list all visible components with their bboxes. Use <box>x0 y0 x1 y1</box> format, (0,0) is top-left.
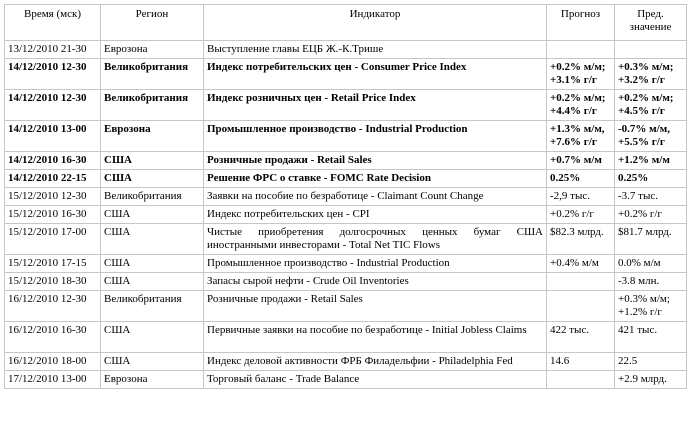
cell-forecast: +0.2% г/г <box>547 206 615 224</box>
cell-forecast: -2,9 тыс. <box>547 188 615 206</box>
cell-region: США <box>101 255 204 273</box>
header-time: Время (мск) <box>5 5 101 41</box>
cell-forecast <box>547 273 615 291</box>
table-body <box>5 41 687 389</box>
cell-time: 15/12/2010 12-30 <box>5 188 101 206</box>
header-indicator: Индикатор <box>204 5 547 41</box>
cell-region: Еврозона <box>101 371 204 389</box>
header-previous: Пред. значение <box>615 5 687 41</box>
cell-indicator: Индекс деловой активности ФРБ Филадельфии - Philadelphia Fed <box>204 353 547 371</box>
table-row <box>5 152 687 170</box>
table-row <box>5 273 687 291</box>
cell-forecast: 422 тыс. <box>547 322 615 353</box>
cell-indicator: Розничные продажи - Retail Sales <box>204 152 547 170</box>
cell-region: Великобритания <box>101 188 204 206</box>
cell-time: 15/12/2010 18-30 <box>5 273 101 291</box>
economic-calendar-table <box>4 4 687 389</box>
cell-forecast: +0.2% м/м; +4.4% г/г <box>547 90 615 121</box>
cell-previous: +0.2% г/г <box>615 206 687 224</box>
cell-region: США <box>101 353 204 371</box>
cell-previous: 0.25% <box>615 170 687 188</box>
cell-forecast <box>547 41 615 59</box>
table-row <box>5 322 687 353</box>
cell-time: 17/12/2010 13-00 <box>5 371 101 389</box>
cell-time: 15/12/2010 17-15 <box>5 255 101 273</box>
cell-time: 14/12/2010 13-00 <box>5 121 101 152</box>
cell-indicator: Запасы сырой нефти - Crude Oil Inventories <box>204 273 547 291</box>
cell-indicator: Решение ФРС о ставке - FOMC Rate Decision <box>204 170 547 188</box>
cell-forecast: +0.7% м/м <box>547 152 615 170</box>
cell-region: Великобритания <box>101 291 204 322</box>
cell-indicator: Торговый баланс - Trade Balance <box>204 371 547 389</box>
cell-previous: +1.2% м/м <box>615 152 687 170</box>
cell-region: США <box>101 152 204 170</box>
table-row <box>5 90 687 121</box>
cell-previous: +0.3% м/м; +3.2% г/г <box>615 59 687 90</box>
cell-previous: 421 тыс. <box>615 322 687 353</box>
cell-forecast: +0.2% м/м; +3.1% г/г <box>547 59 615 90</box>
table-row <box>5 170 687 188</box>
cell-indicator: Промышленное производство - Industrial Production <box>204 121 547 152</box>
table-row <box>5 224 687 255</box>
cell-time: 14/12/2010 12-30 <box>5 59 101 90</box>
table-row <box>5 353 687 371</box>
cell-indicator: Промышленное производство - Industrial Production <box>204 255 547 273</box>
cell-region: США <box>101 170 204 188</box>
cell-previous: +0.3% м/м; +1.2% г/г <box>615 291 687 322</box>
cell-forecast: +0.4% м/м <box>547 255 615 273</box>
cell-region: США <box>101 322 204 353</box>
cell-previous: -3.8 млн. <box>615 273 687 291</box>
cell-time: 14/12/2010 22-15 <box>5 170 101 188</box>
header-region: Регион <box>101 5 204 41</box>
cell-region: Еврозона <box>101 121 204 152</box>
cell-time: 14/12/2010 12-30 <box>5 90 101 121</box>
cell-forecast: +1.3% м/м, +7.6% г/г <box>547 121 615 152</box>
cell-forecast: 0.25% <box>547 170 615 188</box>
cell-previous: -3.7 тыс. <box>615 188 687 206</box>
cell-time: 15/12/2010 16-30 <box>5 206 101 224</box>
cell-region: США <box>101 273 204 291</box>
cell-time: 16/12/2010 16-30 <box>5 322 101 353</box>
table-row <box>5 121 687 152</box>
header-forecast: Прогноз <box>547 5 615 41</box>
cell-indicator: Чистые приобретения долгосрочных ценных бумаг США иностранными инвесторами - Total Net TIC Flows <box>204 224 547 255</box>
cell-region: Еврозона <box>101 41 204 59</box>
cell-indicator: Индекс потребительских цен - Consumer Price Index <box>204 59 547 90</box>
cell-time: 15/12/2010 17-00 <box>5 224 101 255</box>
cell-indicator: Розничные продажи - Retail Sales <box>204 291 547 322</box>
table-row <box>5 59 687 90</box>
cell-previous <box>615 41 687 59</box>
cell-time: 14/12/2010 16-30 <box>5 152 101 170</box>
cell-forecast: 14.6 <box>547 353 615 371</box>
cell-region: Великобритания <box>101 59 204 90</box>
table-row <box>5 255 687 273</box>
cell-forecast <box>547 371 615 389</box>
cell-previous: $81.7 млрд. <box>615 224 687 255</box>
cell-time: 13/12/2010 21-30 <box>5 41 101 59</box>
cell-region: США <box>101 224 204 255</box>
cell-time: 16/12/2010 18-00 <box>5 353 101 371</box>
cell-previous: +0.2% м/м; +4.5% г/г <box>615 90 687 121</box>
table-row <box>5 206 687 224</box>
table-row <box>5 188 687 206</box>
cell-indicator: Выступление главы ЕЦБ Ж.-К.Трише <box>204 41 547 59</box>
cell-previous: 22.5 <box>615 353 687 371</box>
cell-previous: 0.0% м/м <box>615 255 687 273</box>
table-row <box>5 371 687 389</box>
cell-forecast <box>547 291 615 322</box>
cell-time: 16/12/2010 12-30 <box>5 291 101 322</box>
cell-region: США <box>101 206 204 224</box>
cell-forecast: $82.3 млрд. <box>547 224 615 255</box>
table-row <box>5 291 687 322</box>
cell-indicator: Индекс розничных цен - Retail Price Index <box>204 90 547 121</box>
cell-previous: +2.9 млрд. <box>615 371 687 389</box>
header-row <box>5 5 687 41</box>
cell-indicator: Заявки на пособие по безработице - Claimant Count Change <box>204 188 547 206</box>
cell-indicator: Первичные заявки на пособие по безработице - Initial Jobless Claims <box>204 322 547 353</box>
cell-previous: -0.7% м/м, +5.5% г/г <box>615 121 687 152</box>
cell-indicator: Индекс потребительских цен - CPI <box>204 206 547 224</box>
cell-region: Великобритания <box>101 90 204 121</box>
table-row <box>5 41 687 59</box>
